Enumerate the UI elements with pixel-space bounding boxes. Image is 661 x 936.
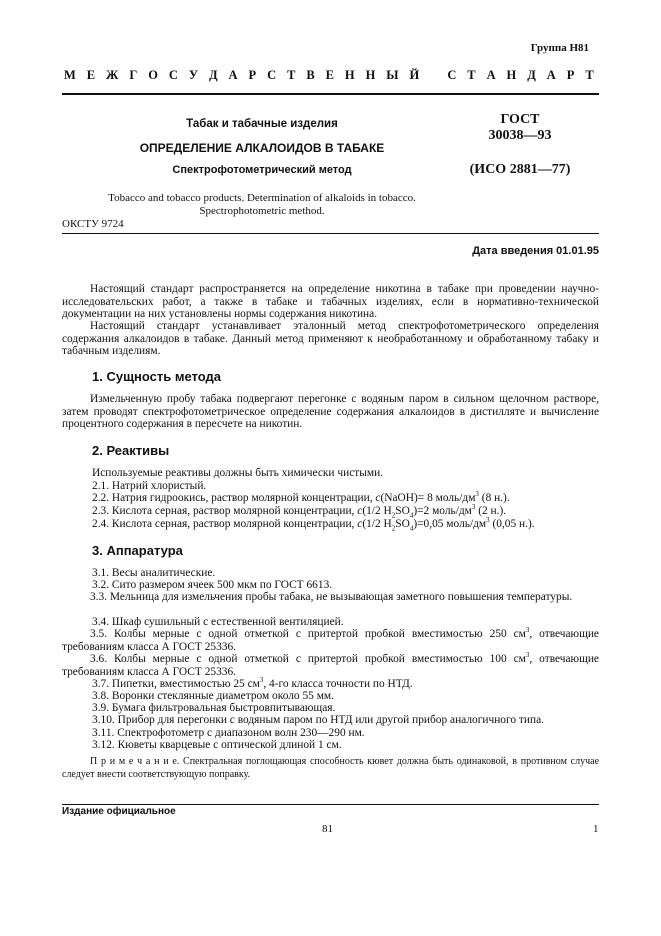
note-text: . Спектральная поглощающая способность кювет должна быть одинаковой, в противном случае следует внести соответствующую поправку. xyxy=(62,756,600,780)
banner-letter: Н xyxy=(365,68,376,82)
banner-letter: С xyxy=(267,68,277,82)
reagent-2-2-text: 2.2. Натрия гидроокись, раствор молярной концентрации, xyxy=(92,492,376,504)
reagent-2-4-normality: (0,05 н.). xyxy=(489,518,535,530)
apparatus-3-6-class: , отвечающие требованиям класса А ГОСТ 25336. xyxy=(62,653,599,678)
apparatus-3-2: 3.2. Сито размером ячеек 500 мкм по ГОСТ 6613. xyxy=(92,579,333,591)
reagent-2-4-text: 2.4. Кислота серная, раствор молярной концентрации, xyxy=(92,518,358,530)
concentration-symbol: c xyxy=(357,505,363,517)
apparatus-3-7-text: 3.7. Пипетки, вместимостью 25 см xyxy=(92,678,260,690)
reagent-2-3 xyxy=(92,505,506,518)
banner-letter: А xyxy=(546,68,556,82)
banner-letter: А xyxy=(228,68,238,82)
banner-letter: Ы xyxy=(386,68,399,82)
cubic-superscript: 3 xyxy=(259,676,264,685)
header-rule-bottom xyxy=(62,233,599,234)
banner-letter: Н xyxy=(344,68,355,82)
reagent-2-4-conc: )=0,05 моль/дм xyxy=(413,518,487,530)
intro-paragraph-2: Настоящий стандарт устанавливает эталонный метод спектрофотометрического определения содержания алкалоидов в табаке. Данный метод применяют к необработанному и обработанному табаку и табачным изделиям. xyxy=(62,320,599,358)
subscript-2: 2 xyxy=(391,511,396,520)
apparatus-3-4: 3.4. Шкаф сушильный с естественной вентиляцией. xyxy=(92,616,344,628)
apparatus-3-5-class: , отвечающие требованиям класса А ГОСТ 25336. xyxy=(62,628,599,653)
cubic-superscript: 3 xyxy=(475,490,479,499)
reagent-2-3-normality: (2 н.). xyxy=(475,505,507,517)
banner-letter: С xyxy=(447,68,457,82)
banner-letter: Т xyxy=(287,68,296,82)
interstate-standard-banner xyxy=(64,68,594,83)
section-1-text: Измельченную пробу табака подвергают перегонке с водяным паром в сильном щелочном растворе, затем проводят спектрофотометрическое определение содержания алкалоидов в дистилляте и вычисление процентного содержания в пересчете на никотин. xyxy=(62,393,599,431)
english-title-2: Spectrophotometric method. xyxy=(199,205,325,217)
banner-letter: Ж xyxy=(106,68,119,82)
document-title: ОПРЕДЕЛЕНИЕ АЛКАЛОИДОВ В ТАБАКЕ xyxy=(139,141,385,155)
gost-label: ГОСТ xyxy=(500,112,540,127)
concentration-symbol: c xyxy=(357,518,363,530)
method-line: Спектрофотометрический метод xyxy=(172,164,352,176)
subscript-4: 4 xyxy=(409,524,414,533)
apparatus-3-7-class: , 4-го класса точности по НТД. xyxy=(263,678,413,690)
apparatus-3-10: 3.10. Прибор для перегонки с водяным паром по НТД или другой прибор аналогичного типа. xyxy=(92,714,545,726)
intro-paragraph-1: Настоящий стандарт распространяется на определение никотина в табаке при проведении научно-исследовательских работ, а также в табаке и табачных изделиях, если в нормативно-технической документации на них установлены нормы содержания никотина. xyxy=(62,283,599,321)
banner-letter: У xyxy=(188,68,199,82)
banner-letter: Й xyxy=(409,68,420,82)
header-rule-top xyxy=(62,93,599,95)
section-1-heading: 1. Сущность метода xyxy=(92,369,221,384)
reagent-2-3-text: 2.3. Кислота серная, раствор молярной концентрации, xyxy=(92,505,358,517)
banner-letter: Г xyxy=(129,68,138,82)
cubic-superscript: 3 xyxy=(525,626,530,635)
banner-letter: С xyxy=(168,68,178,82)
banner-letter: Р xyxy=(566,68,575,82)
banner-letter: О xyxy=(148,68,158,82)
apparatus-3-6 xyxy=(62,653,599,678)
banner-letter: Д xyxy=(527,68,536,82)
reagent-2-4-formula: (1/2 H xyxy=(362,518,392,530)
apparatus-3-11: 3.11. Спектрофотометр с диапазоном волн 230—290 нм. xyxy=(92,727,365,739)
reagent-2-3-formula: (1/2 H xyxy=(362,505,392,517)
banner-letter: Т xyxy=(467,68,476,82)
section-3-heading: 3. Аппаратура xyxy=(92,543,183,558)
apparatus-3-5 xyxy=(62,628,599,653)
reagent-2-4 xyxy=(92,518,535,531)
apparatus-3-8: 3.8. Воронки стеклянные диаметром около 55 мм. xyxy=(92,690,334,702)
section-2-lead: Используемые реактивы должны быть химически чистыми. xyxy=(92,467,384,479)
reagent-2-3-conc: )=2 моль/дм xyxy=(413,505,472,517)
subscript-4: 4 xyxy=(409,511,414,520)
page-number-center: 81 xyxy=(322,823,333,835)
banner-letter: Д xyxy=(209,68,218,82)
official-edition: Издание официальное xyxy=(62,806,176,817)
gost-number: 30038—93 xyxy=(488,128,552,143)
reagent-2-1: 2.1. Натрий хлористый. xyxy=(92,480,207,492)
banner-letter: Т xyxy=(585,68,594,82)
page-number-right: 1 xyxy=(593,823,599,835)
apparatus-3-7 xyxy=(92,678,413,691)
banner-letter: М xyxy=(64,68,76,82)
apparatus-3-3: 3.3. Мельница для измельчения пробы табака, не вызывающая заметного повышения температуры. xyxy=(90,591,573,603)
reagent-2-2-formula: (NaOH)= 8 моль/дм xyxy=(380,492,476,504)
apparatus-3-12: 3.12. Кюветы кварцевые с оптической длиной 1 см. xyxy=(92,739,342,751)
iso-reference: (ИСО 2881—77) xyxy=(469,162,571,177)
banner-letter: Е xyxy=(86,68,96,82)
banner-gap xyxy=(430,68,436,83)
apparatus-3-9: 3.9. Бумага фильтровальная быстровпитывающая. xyxy=(92,702,336,714)
cubic-superscript: 3 xyxy=(471,503,476,512)
reagent-2-2 xyxy=(92,492,510,505)
banner-letter: Р xyxy=(248,68,257,82)
cubic-superscript: 3 xyxy=(486,516,490,525)
group-code: Группа Н81 xyxy=(530,42,589,54)
section-2-heading: 2. Реактивы xyxy=(92,443,170,458)
note-label: П р и м е ч а н и е xyxy=(90,756,177,767)
banner-letter: Е xyxy=(325,68,334,82)
reagent-2-2-normality: (8 н.). xyxy=(478,492,510,504)
okstu-code: ОКСТУ 9724 xyxy=(62,218,124,230)
english-title-1: Tobacco and tobacco products. Determination of alkaloids in tobacco. xyxy=(108,192,416,204)
banner-letter: А xyxy=(486,68,496,82)
intro-date: Дата введения 01.01.95 xyxy=(472,245,599,257)
apparatus-3-1: 3.1. Весы аналитические. xyxy=(92,567,216,579)
footer-rule xyxy=(62,804,599,805)
cubic-superscript: 3 xyxy=(525,651,530,660)
concentration-symbol: c xyxy=(375,492,381,504)
reagent-2-4-so: SO xyxy=(395,518,410,530)
apparatus-3-6-text: 3.6. Колбы мерные с одной отметкой с притертой пробкой вместимостью 100 см xyxy=(90,653,526,665)
note xyxy=(62,755,599,781)
subject-line: Табак и табачные изделия xyxy=(186,118,338,130)
banner-letter: В xyxy=(306,68,315,82)
banner-letter: Н xyxy=(506,68,517,82)
subscript-2: 2 xyxy=(391,524,396,533)
apparatus-3-5-text: 3.5. Колбы мерные с одной отметкой с притертой пробкой вместимостью 250 см xyxy=(90,628,526,640)
reagent-2-3-so: SO xyxy=(395,505,410,517)
